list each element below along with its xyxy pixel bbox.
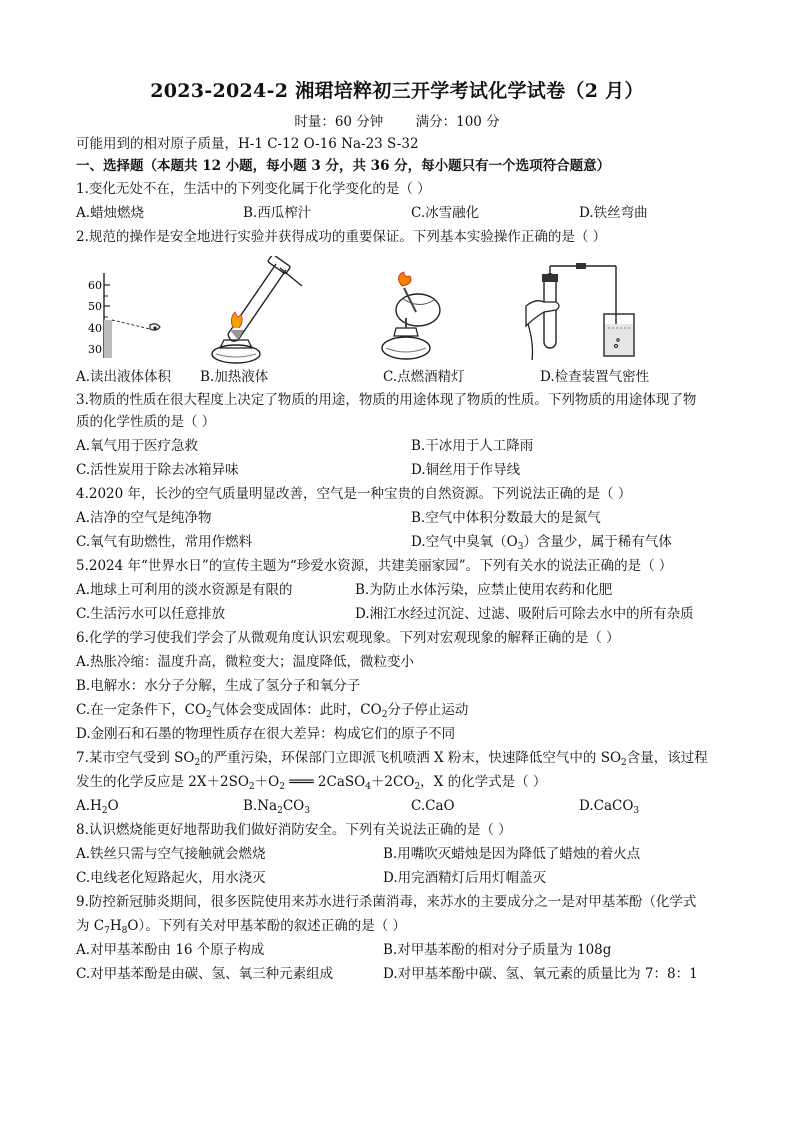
q8-option-b: B.用嘴吹灭蜡烛是因为降低了蜡烛的着火点 bbox=[383, 846, 641, 862]
exam-score: 满分：100 分 bbox=[415, 114, 500, 130]
figure-a-reading-cylinder bbox=[76, 268, 176, 360]
q2-option-b: B.加热液体 bbox=[200, 369, 269, 385]
q5-option-b: B.为防止水体污染，应禁止使用农药和化肥 bbox=[355, 582, 613, 598]
q3-option-b: B.干冰用于人工降雨 bbox=[411, 438, 534, 454]
flame-icon bbox=[398, 272, 411, 286]
q2-option-d: D.检查装置气密性 bbox=[540, 369, 650, 385]
q7-stem-line1: 7.某市空气受到 $SO_2$的严重污染，环保部门立即派飞机喷洒 X 粉末，快速降低空气中的 $SO_2$含量，该过程 bbox=[76, 750, 708, 768]
atomic-masses: 可能用到的相对原子质量，H-1 C-12 O-16 Na-23 S-32 bbox=[76, 136, 419, 152]
q7-stem-line2: 发生的化学反应是 $2X+2SO_2+O_2$ ═══ $2CaSO_4+2CO_2$，X 的化学式是（ ） bbox=[76, 774, 547, 792]
q8-option-c: C.电线老化短路起火，用水浇灭 bbox=[76, 870, 266, 886]
q6-option-d: D.金刚石和石墨的物理性质存在很大差异：构成它们的原子不同 bbox=[76, 726, 456, 742]
alcohol-lamp-icon bbox=[382, 337, 430, 359]
q3-option-a: A.氧气用于医疗急救 bbox=[76, 438, 199, 454]
section-heading: 一、选择题（本题共 12 小题，每小题 3 分，共 36 分，每小题只有一个选项符合题意） bbox=[76, 158, 611, 174]
q2-option-a: A.读出液体体积 bbox=[76, 369, 172, 385]
q8-stem: 8.认识燃烧能更好地帮助我们做好消防安全。下列有关说法正确的是（ ） bbox=[76, 822, 512, 838]
figure-c-lighting-lamp bbox=[372, 270, 462, 366]
cylinder-tick-label: 50 bbox=[88, 300, 102, 313]
q7-option-c: C.CaO bbox=[411, 798, 455, 814]
q9-stem-line1: 9.防控新冠肺炎期间，很多医院使用来苏水进行杀菌消毒，来苏水的主要成分之一是对甲基苯酚（化学式 bbox=[76, 894, 697, 910]
q4-option-b: B.空气中体积分数最大的是氮气 bbox=[411, 510, 601, 526]
flame-icon bbox=[231, 312, 242, 328]
q5-option-d: D.湘江水经过沉淀、过滤、吸附后可除去水中的所有杂质 bbox=[355, 606, 694, 622]
exam-meta bbox=[0, 110, 794, 130]
q7-option-d: D.CaCO$_3$ bbox=[579, 798, 640, 816]
q6-option-a: A.热胀冷缩：温度升高，微粒变大；温度降低，微粒变小 bbox=[76, 654, 415, 670]
cylinder-tick-label: 30 bbox=[88, 343, 102, 356]
q5-stem: 5.2024 年“世界水日”的宣传主题为“珍爱水资源，共建美丽家园”。下列有关水的说法正确的是（ ） bbox=[76, 558, 673, 574]
q1-option-c: C.冰雪融化 bbox=[411, 205, 480, 221]
figure-d-airtightness-check bbox=[520, 262, 645, 362]
cylinder-tick-label: 60 bbox=[88, 279, 102, 292]
q2-stem: 2.规范的操作是安全地进行实验并获得成功的重要保证。下列基本实验操作正确的是（ ） bbox=[76, 229, 607, 245]
q9-option-d: D.对甲基苯酚中碳、氢、氧元素的质量比为 7：8：1 bbox=[383, 966, 698, 982]
q4-stem: 4.2020 年，长沙的空气质量明显改善，空气是一种宝贵的自然资源。下列说法正确的是（ ） bbox=[76, 486, 632, 502]
q9-option-b: B.对甲基苯酚的相对分子质量为 108g bbox=[383, 942, 612, 958]
q1-option-d: D.铁丝弯曲 bbox=[579, 205, 648, 221]
q3-stem-line1: 3.物质的性质在很大程度上决定了物质的用途，物质的用途体现了物质的性质。下列物质的用途体现了物 bbox=[76, 392, 697, 408]
exam-title: 2023-2024-2 湘珺培粹初三开学考试化学试卷（2 月） bbox=[150, 80, 644, 102]
q5-option-c: C.生活污水可以任意排放 bbox=[76, 606, 226, 622]
q6-stem: 6.化学的学习使我们学会了从微观角度认识宏观现象。下列对宏观现象的解释正确的是（ ） bbox=[76, 630, 620, 646]
hand-icon bbox=[526, 301, 559, 326]
q6-option-b: B.电解水：水分子分解，生成了氢分子和氧分子 bbox=[76, 678, 361, 694]
q9-option-c: C.对甲基苯酚是由碳、氢、氧三种元素组成 bbox=[76, 966, 334, 982]
q9-option-a: A.对甲基苯酚由 16 个原子构成 bbox=[76, 942, 265, 958]
cylinder-tick-label: 40 bbox=[88, 322, 102, 335]
q8-option-d: D.用完酒精灯后用灯帽盖灭 bbox=[383, 870, 547, 886]
exam-time: 时量：60 分钟 bbox=[294, 114, 384, 130]
q4-option-c: C.氧气有助燃性，常用作燃料 bbox=[76, 534, 253, 550]
q3-stem-line2: 质的化学性质的是（ ） bbox=[76, 414, 216, 430]
q9-stem-line2: 为 $C_7H_8O$）。下列有关对甲基苯酚的叙述正确的是（ ） bbox=[76, 918, 406, 936]
q2-option-c: C.点燃酒精灯 bbox=[383, 369, 465, 385]
q3-option-d: D.铜丝用于作导线 bbox=[411, 462, 521, 478]
q4-option-d: D.空气中臭氧$(O_3)$含量少，属于稀有气体 bbox=[411, 534, 672, 552]
q3-option-c: C.活性炭用于除去冰箱异味 bbox=[76, 462, 239, 478]
q8-option-a: A.铁丝只需与空气接触就会燃烧 bbox=[76, 846, 266, 862]
figure-b-heating-liquid bbox=[198, 256, 308, 364]
q1-stem: 1.变化无处不在，生活中的下列变化属于化学变化的是（ ） bbox=[76, 181, 431, 197]
q1-option-b: B.西瓜榨汁 bbox=[243, 205, 312, 221]
q1-option-a: A.蜡烛燃烧 bbox=[76, 205, 145, 221]
q6-option-c: C.在一定条件下，$CO_2$气体会变成固体：此时，$CO_2$分子停止运动 bbox=[76, 702, 469, 720]
q5-option-a: A.地球上可利用的淡水资源是有限的 bbox=[76, 582, 293, 598]
q4-option-a: A.洁净的空气是纯净物 bbox=[76, 510, 212, 526]
q7-option-b: $B.Na_2CO_3$ bbox=[243, 798, 310, 816]
q7-option-a: $A.H_2O$ bbox=[76, 798, 119, 816]
